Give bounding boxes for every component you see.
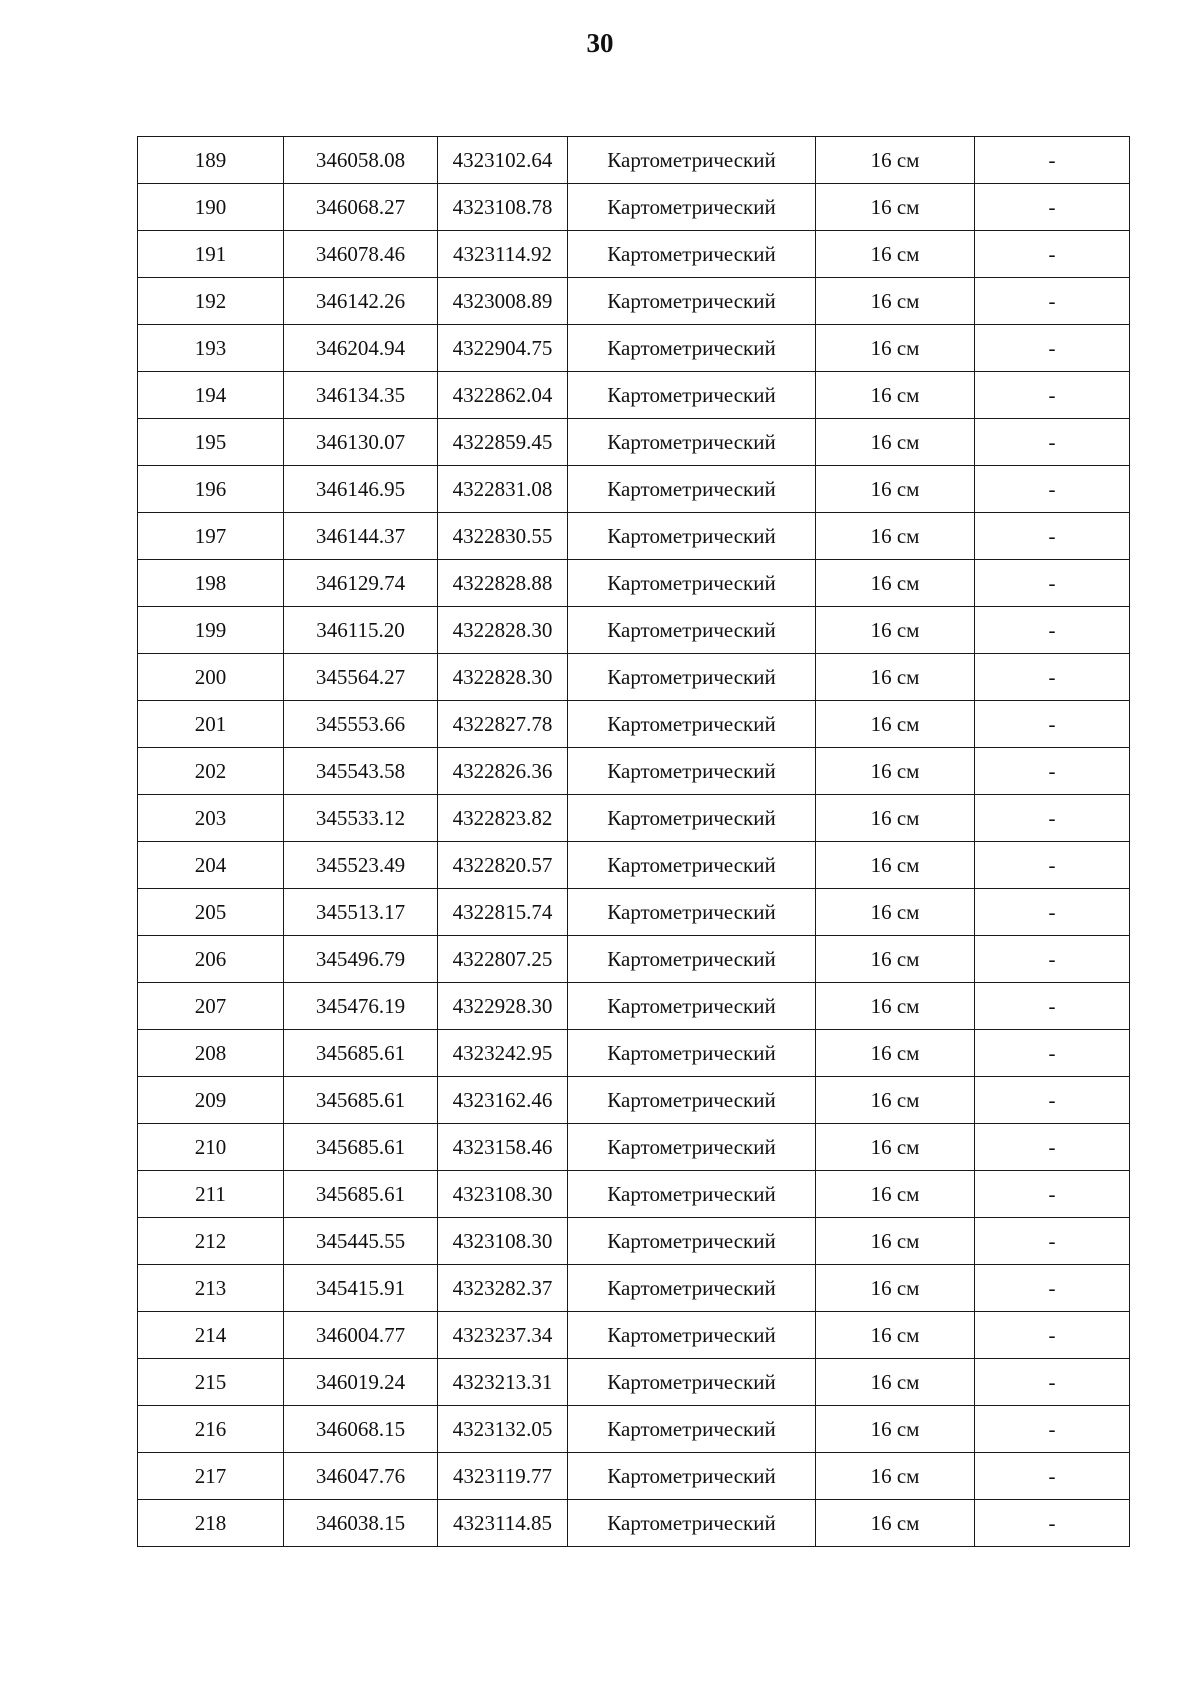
x-coordinate-cell: 346115.20 [284,607,438,654]
accuracy-cell: 16 см [816,1030,975,1077]
method-cell: Картометрический [568,748,816,795]
x-coordinate-cell: 345564.27 [284,654,438,701]
table-row [138,137,1130,184]
accuracy-cell: 16 см [816,231,975,278]
y-coordinate-cell: 4323114.92 [438,231,568,278]
description-cell: - [975,513,1130,560]
accuracy-cell: 16 см [816,1171,975,1218]
point-number-cell: 194 [138,372,284,419]
description-cell: - [975,1171,1130,1218]
method-cell: Картометрический [568,560,816,607]
y-coordinate-cell: 4323162.46 [438,1077,568,1124]
y-coordinate-cell: 4323114.85 [438,1500,568,1547]
x-coordinate-cell: 346142.26 [284,278,438,325]
table-body [138,137,1130,1547]
accuracy-cell: 16 см [816,701,975,748]
y-coordinate-cell: 4323108.30 [438,1171,568,1218]
method-cell: Картометрический [568,654,816,701]
description-cell: - [975,325,1130,372]
accuracy-cell: 16 см [816,419,975,466]
table-row [138,607,1130,654]
point-number-cell: 195 [138,419,284,466]
accuracy-cell: 16 см [816,513,975,560]
point-number-cell: 210 [138,1124,284,1171]
table-row [138,1124,1130,1171]
method-cell: Картометрический [568,137,816,184]
y-coordinate-cell: 4323119.77 [438,1453,568,1500]
accuracy-cell: 16 см [816,795,975,842]
point-number-cell: 193 [138,325,284,372]
description-cell: - [975,842,1130,889]
y-coordinate-cell: 4322828.30 [438,607,568,654]
point-number-cell: 191 [138,231,284,278]
table-row [138,466,1130,513]
method-cell: Картометрический [568,1218,816,1265]
x-coordinate-cell: 346078.46 [284,231,438,278]
table-row [138,936,1130,983]
x-coordinate-cell: 346047.76 [284,1453,438,1500]
description-cell: - [975,231,1130,278]
description-cell: - [975,1500,1130,1547]
x-coordinate-cell: 345476.19 [284,983,438,1030]
method-cell: Картометрический [568,513,816,560]
table-row [138,654,1130,701]
table-row [138,231,1130,278]
table-row [138,1500,1130,1547]
point-number-cell: 212 [138,1218,284,1265]
method-cell: Картометрический [568,983,816,1030]
method-cell: Картометрический [568,466,816,513]
x-coordinate-cell: 345685.61 [284,1077,438,1124]
point-number-cell: 190 [138,184,284,231]
point-number-cell: 208 [138,1030,284,1077]
y-coordinate-cell: 4322828.88 [438,560,568,607]
description-cell: - [975,889,1130,936]
x-coordinate-cell: 346004.77 [284,1312,438,1359]
y-coordinate-cell: 4322928.30 [438,983,568,1030]
description-cell: - [975,1406,1130,1453]
table-row [138,560,1130,607]
point-number-cell: 216 [138,1406,284,1453]
table-row [138,889,1130,936]
description-cell: - [975,607,1130,654]
point-number-cell: 211 [138,1171,284,1218]
x-coordinate-cell: 346019.24 [284,1359,438,1406]
x-coordinate-cell: 345445.55 [284,1218,438,1265]
y-coordinate-cell: 4323108.78 [438,184,568,231]
x-coordinate-cell: 346130.07 [284,419,438,466]
method-cell: Картометрический [568,842,816,889]
method-cell: Картометрический [568,936,816,983]
method-cell: Картометрический [568,1500,816,1547]
accuracy-cell: 16 см [816,372,975,419]
method-cell: Картометрический [568,184,816,231]
x-coordinate-cell: 345685.61 [284,1171,438,1218]
description-cell: - [975,137,1130,184]
y-coordinate-cell: 4322826.36 [438,748,568,795]
method-cell: Картометрический [568,1171,816,1218]
y-coordinate-cell: 4323102.64 [438,137,568,184]
description-cell: - [975,1030,1130,1077]
accuracy-cell: 16 см [816,607,975,654]
table-row [138,184,1130,231]
x-coordinate-cell: 345496.79 [284,936,438,983]
y-coordinate-cell: 4323237.34 [438,1312,568,1359]
x-coordinate-cell: 346129.74 [284,560,438,607]
table-row [138,748,1130,795]
x-coordinate-cell: 346058.08 [284,137,438,184]
point-number-cell: 192 [138,278,284,325]
description-cell: - [975,278,1130,325]
y-coordinate-cell: 4323008.89 [438,278,568,325]
table-row [138,1453,1130,1500]
description-cell: - [975,1265,1130,1312]
y-coordinate-cell: 4322815.74 [438,889,568,936]
point-number-cell: 217 [138,1453,284,1500]
point-number-cell: 214 [138,1312,284,1359]
table-row [138,1265,1130,1312]
accuracy-cell: 16 см [816,278,975,325]
method-cell: Картометрический [568,1453,816,1500]
method-cell: Картометрический [568,278,816,325]
table-row [138,1359,1130,1406]
description-cell: - [975,936,1130,983]
accuracy-cell: 16 см [816,1453,975,1500]
description-cell: - [975,701,1130,748]
accuracy-cell: 16 см [816,325,975,372]
accuracy-cell: 16 см [816,1218,975,1265]
x-coordinate-cell: 346134.35 [284,372,438,419]
description-cell: - [975,1453,1130,1500]
description-cell: - [975,560,1130,607]
description-cell: - [975,795,1130,842]
y-coordinate-cell: 4322862.04 [438,372,568,419]
y-coordinate-cell: 4322904.75 [438,325,568,372]
y-coordinate-cell: 4323213.31 [438,1359,568,1406]
table-row [138,325,1130,372]
accuracy-cell: 16 см [816,184,975,231]
point-number-cell: 213 [138,1265,284,1312]
accuracy-cell: 16 см [816,936,975,983]
x-coordinate-cell: 346068.15 [284,1406,438,1453]
x-coordinate-cell: 346146.95 [284,466,438,513]
x-coordinate-cell: 346144.37 [284,513,438,560]
y-coordinate-cell: 4322807.25 [438,936,568,983]
table-row [138,1218,1130,1265]
x-coordinate-cell: 345415.91 [284,1265,438,1312]
description-cell: - [975,983,1130,1030]
table-row [138,419,1130,466]
method-cell: Картометрический [568,372,816,419]
point-number-cell: 202 [138,748,284,795]
table-row [138,278,1130,325]
x-coordinate-cell: 345543.58 [284,748,438,795]
y-coordinate-cell: 4323132.05 [438,1406,568,1453]
point-number-cell: 209 [138,1077,284,1124]
table-row [138,1312,1130,1359]
table-row [138,701,1130,748]
point-number-cell: 204 [138,842,284,889]
x-coordinate-cell: 346068.27 [284,184,438,231]
accuracy-cell: 16 см [816,560,975,607]
point-number-cell: 196 [138,466,284,513]
accuracy-cell: 16 см [816,137,975,184]
table-row [138,372,1130,419]
point-number-cell: 205 [138,889,284,936]
method-cell: Картометрический [568,1265,816,1312]
description-cell: - [975,1124,1130,1171]
table-row [138,1077,1130,1124]
description-cell: - [975,1312,1130,1359]
accuracy-cell: 16 см [816,1077,975,1124]
table-row [138,1406,1130,1453]
accuracy-cell: 16 см [816,1359,975,1406]
accuracy-cell: 16 см [816,983,975,1030]
y-coordinate-cell: 4322827.78 [438,701,568,748]
point-number-cell: 215 [138,1359,284,1406]
method-cell: Картометрический [568,607,816,654]
method-cell: Картометрический [568,889,816,936]
y-coordinate-cell: 4323158.46 [438,1124,568,1171]
method-cell: Картометрический [568,1406,816,1453]
method-cell: Картометрический [568,325,816,372]
point-number-cell: 189 [138,137,284,184]
point-number-cell: 199 [138,607,284,654]
x-coordinate-cell: 345685.61 [284,1030,438,1077]
y-coordinate-cell: 4322828.30 [438,654,568,701]
accuracy-cell: 16 см [816,1406,975,1453]
point-number-cell: 200 [138,654,284,701]
method-cell: Картометрический [568,795,816,842]
method-cell: Картометрический [568,1359,816,1406]
table-row [138,795,1130,842]
x-coordinate-cell: 346038.15 [284,1500,438,1547]
accuracy-cell: 16 см [816,1124,975,1171]
method-cell: Картометрический [568,1312,816,1359]
point-number-cell: 207 [138,983,284,1030]
y-coordinate-cell: 4323242.95 [438,1030,568,1077]
x-coordinate-cell: 345523.49 [284,842,438,889]
accuracy-cell: 16 см [816,466,975,513]
point-number-cell: 203 [138,795,284,842]
method-cell: Картометрический [568,1077,816,1124]
table-row [138,513,1130,560]
description-cell: - [975,419,1130,466]
description-cell: - [975,1218,1130,1265]
x-coordinate-cell: 346204.94 [284,325,438,372]
y-coordinate-cell: 4323282.37 [438,1265,568,1312]
accuracy-cell: 16 см [816,654,975,701]
accuracy-cell: 16 см [816,842,975,889]
accuracy-cell: 16 см [816,1500,975,1547]
y-coordinate-cell: 4322831.08 [438,466,568,513]
description-cell: - [975,466,1130,513]
point-number-cell: 197 [138,513,284,560]
table-row [138,1171,1130,1218]
point-number-cell: 206 [138,936,284,983]
x-coordinate-cell: 345513.17 [284,889,438,936]
method-cell: Картометрический [568,419,816,466]
description-cell: - [975,654,1130,701]
table-row [138,1030,1130,1077]
table-row [138,842,1130,889]
coordinates-table [137,136,1130,1547]
accuracy-cell: 16 см [816,889,975,936]
description-cell: - [975,372,1130,419]
method-cell: Картометрический [568,231,816,278]
description-cell: - [975,748,1130,795]
point-number-cell: 201 [138,701,284,748]
y-coordinate-cell: 4322830.55 [438,513,568,560]
accuracy-cell: 16 см [816,1312,975,1359]
description-cell: - [975,1359,1130,1406]
y-coordinate-cell: 4322820.57 [438,842,568,889]
x-coordinate-cell: 345553.66 [284,701,438,748]
table-row [138,983,1130,1030]
method-cell: Картометрический [568,701,816,748]
accuracy-cell: 16 см [816,1265,975,1312]
description-cell: - [975,184,1130,231]
x-coordinate-cell: 345533.12 [284,795,438,842]
page-number: 30 [586,28,614,58]
point-number-cell: 218 [138,1500,284,1547]
point-number-cell: 198 [138,560,284,607]
method-cell: Картометрический [568,1124,816,1171]
y-coordinate-cell: 4322823.82 [438,795,568,842]
description-cell: - [975,1077,1130,1124]
y-coordinate-cell: 4322859.45 [438,419,568,466]
method-cell: Картометрический [568,1030,816,1077]
x-coordinate-cell: 345685.61 [284,1124,438,1171]
accuracy-cell: 16 см [816,748,975,795]
y-coordinate-cell: 4323108.30 [438,1218,568,1265]
